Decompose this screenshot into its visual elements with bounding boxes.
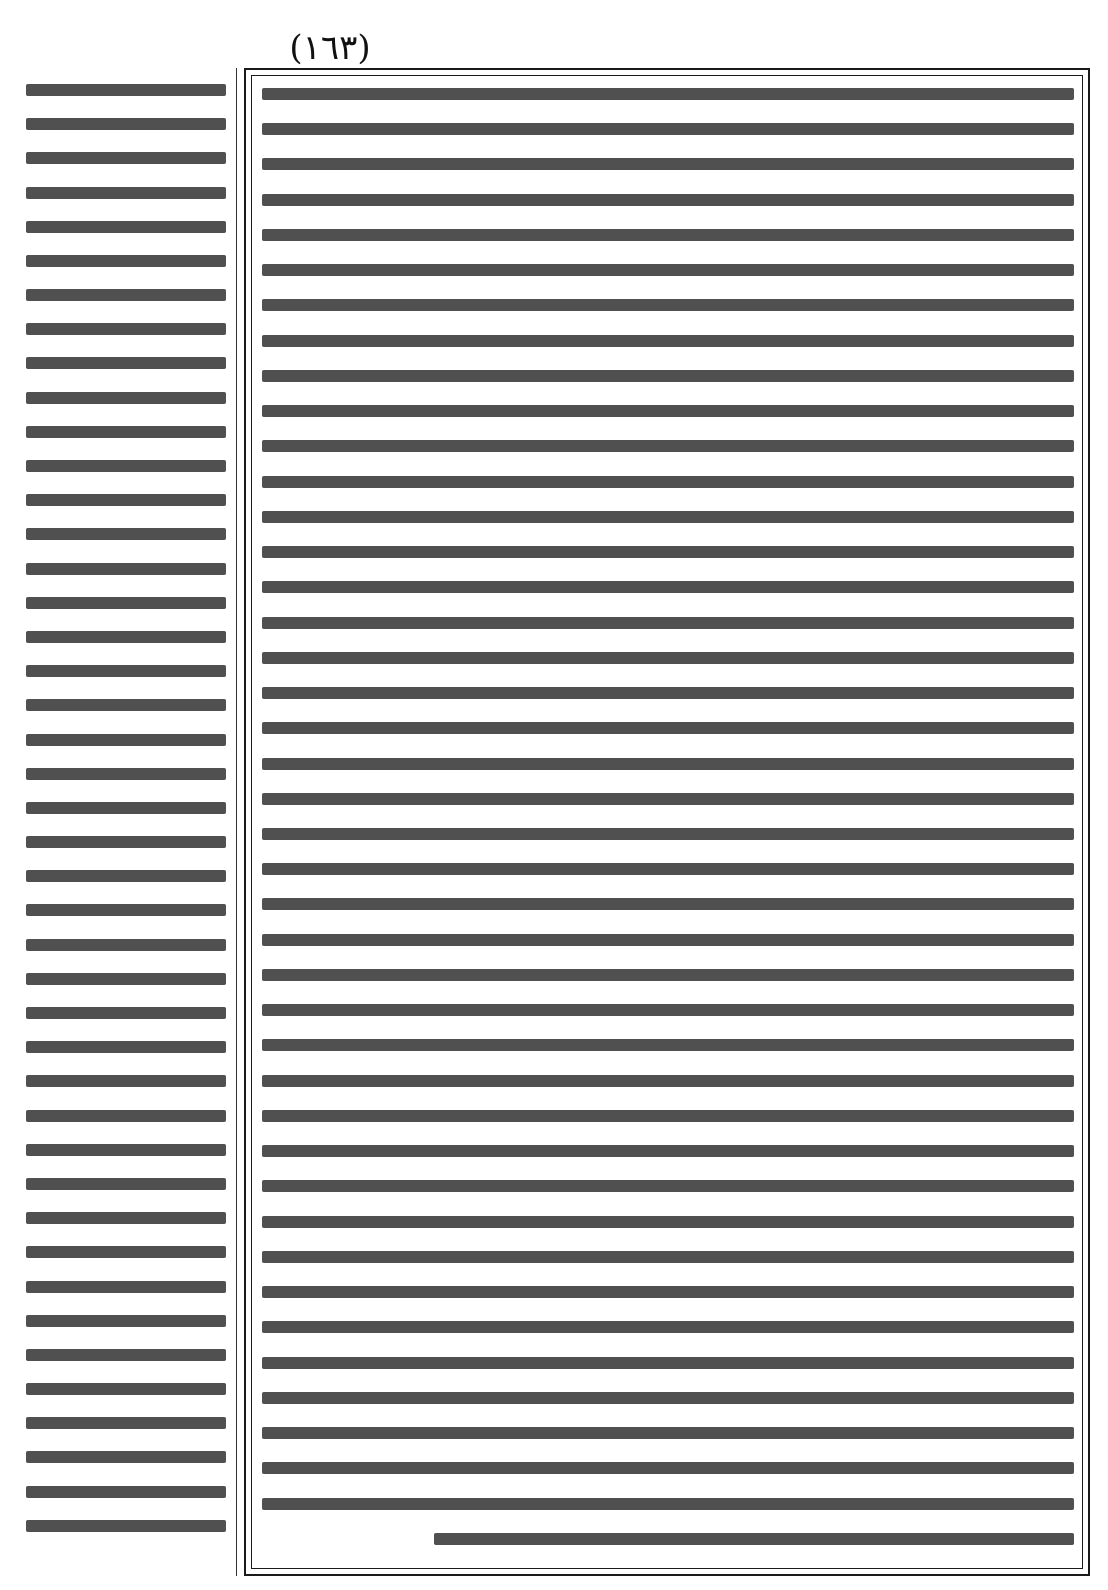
main-text-line [262, 546, 1074, 558]
main-text-line [262, 1462, 1074, 1474]
main-text-line [262, 1216, 1074, 1228]
margin-text-line [26, 973, 226, 985]
margin-text-line [26, 84, 226, 96]
main-text-line [262, 898, 1074, 910]
margin-text-line [26, 836, 226, 848]
margin-text-line [26, 939, 226, 951]
margin-text-line [26, 1110, 226, 1122]
margin-text-line [26, 255, 226, 267]
margin-text-line [26, 187, 226, 199]
margin-text-line [26, 1178, 226, 1190]
main-text-line [262, 476, 1074, 488]
main-text-line [262, 194, 1074, 206]
margin-text-line [26, 1417, 226, 1429]
main-text-line [262, 264, 1074, 276]
margin-text-line [26, 631, 226, 643]
main-text-line [262, 299, 1074, 311]
main-text-frame [244, 68, 1090, 1576]
margin-text-line [26, 118, 226, 130]
main-text-line [262, 1427, 1074, 1439]
margin-text-line [26, 221, 226, 233]
main-text-line [262, 158, 1074, 170]
margin-text-line [26, 1520, 226, 1532]
main-text-line [262, 1392, 1074, 1404]
main-text-line [262, 581, 1074, 593]
margin-text-line [26, 802, 226, 814]
margin-text-line [26, 768, 226, 780]
margin-text-line [26, 323, 226, 335]
main-text-line [262, 1039, 1074, 1051]
margin-text-line [26, 289, 226, 301]
margin-text-block [26, 80, 226, 1560]
margin-text-line [26, 1007, 226, 1019]
margin-text-line [26, 528, 226, 540]
margin-text-line [26, 1075, 226, 1087]
main-text-line [262, 863, 1074, 875]
main-text-line [262, 1075, 1074, 1087]
main-text-line [262, 652, 1074, 664]
margin-text-line [26, 1315, 226, 1327]
main-text-line [434, 1533, 1074, 1545]
main-text-line [262, 1357, 1074, 1369]
main-text-line [262, 229, 1074, 241]
main-text-block [262, 80, 1074, 1568]
margin-text-line [26, 1281, 226, 1293]
margin-text-line [26, 1144, 226, 1156]
margin-text-line [26, 1451, 226, 1463]
main-text-line [262, 123, 1074, 135]
margin-text-line [26, 357, 226, 369]
main-text-line [262, 722, 1074, 734]
margin-text-line [26, 1246, 226, 1258]
main-text-line [262, 335, 1074, 347]
margin-text-line [26, 904, 226, 916]
margin-text-line [26, 563, 226, 575]
main-text-line [262, 1110, 1074, 1122]
margin-text-line [26, 870, 226, 882]
main-text-line [262, 1004, 1074, 1016]
margin-text-line [26, 734, 226, 746]
margin-text-line [26, 152, 226, 164]
page-number: (١٦٣) [289, 28, 371, 68]
main-text-line [262, 1180, 1074, 1192]
margin-text-line [26, 392, 226, 404]
main-text-line [262, 1145, 1074, 1157]
main-text-line [262, 370, 1074, 382]
margin-text-line [26, 1486, 226, 1498]
margin-text-line [26, 1212, 226, 1224]
main-text-line [262, 617, 1074, 629]
main-text-line [262, 934, 1074, 946]
margin-text-line [26, 665, 226, 677]
main-text-line [262, 511, 1074, 523]
margin-text-line [26, 1383, 226, 1395]
main-text-line [262, 440, 1074, 452]
margin-text-line [26, 426, 226, 438]
margin-text-line [26, 1349, 226, 1361]
main-text-line [262, 1286, 1074, 1298]
main-text-line [262, 828, 1074, 840]
main-text-line [262, 687, 1074, 699]
main-text-line [262, 793, 1074, 805]
main-text-line [262, 405, 1074, 417]
main-text-line [262, 969, 1074, 981]
main-text-line [262, 1498, 1074, 1510]
margin-text-line [26, 494, 226, 506]
main-text-line [262, 758, 1074, 770]
column-divider [236, 68, 237, 1576]
margin-text-line [26, 699, 226, 711]
margin-text-line [26, 597, 226, 609]
margin-text-line [26, 460, 226, 472]
margin-text-line [26, 1041, 226, 1053]
main-text-line [262, 1251, 1074, 1263]
main-text-line [262, 1321, 1074, 1333]
main-text-line [262, 88, 1074, 100]
